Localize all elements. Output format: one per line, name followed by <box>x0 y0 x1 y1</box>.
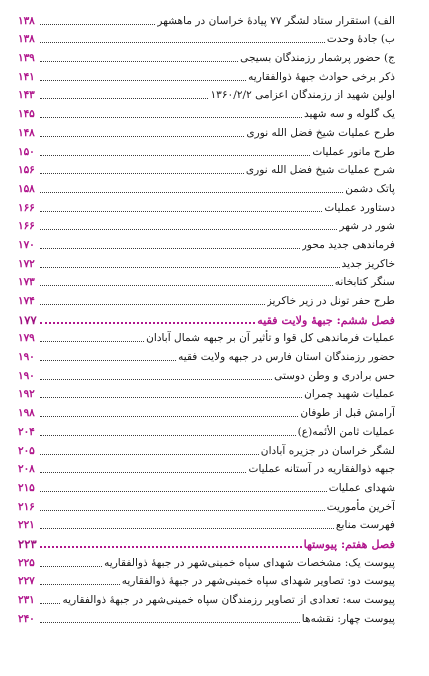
toc-page-number: ۱۹۰ <box>18 369 35 382</box>
toc-entry[interactable] <box>18 123 395 142</box>
toc-page-number: ۲۲۵ <box>18 556 35 569</box>
toc-page-number: ۱۷۷ <box>18 312 37 327</box>
toc-page-number: ۱۴۳ <box>18 89 35 102</box>
dot-leader <box>40 229 337 230</box>
toc-page-number: ۱۴۱ <box>18 70 35 83</box>
toc-entry[interactable] <box>18 254 395 273</box>
toc-entry-title: عملیات شهید چمران <box>304 388 395 401</box>
toc-entry[interactable] <box>18 347 395 366</box>
toc-entry-title: خاکریز جدید <box>341 257 395 270</box>
toc-page-number: ۱۳۸ <box>18 14 35 27</box>
dot-leader <box>40 192 343 193</box>
toc-entry[interactable] <box>18 497 395 516</box>
toc-entry[interactable] <box>18 235 395 254</box>
toc-entry-title: حس برادری و وطن دوستی <box>274 369 395 382</box>
toc-page-number: ۱۹۰ <box>18 351 35 364</box>
dot-leader <box>40 435 296 436</box>
toc-entry[interactable] <box>18 273 395 292</box>
toc-entry-title: آرامش قبل از طوفان <box>300 407 395 420</box>
toc-page-number: ۱۴۵ <box>18 108 35 121</box>
toc-entry[interactable] <box>18 572 395 591</box>
dot-leader <box>40 211 322 212</box>
dot-leader <box>40 341 144 342</box>
toc-entry[interactable] <box>18 291 395 310</box>
dot-leader <box>40 267 340 268</box>
dot-leader <box>40 584 120 585</box>
dot-leader <box>40 546 302 548</box>
toc-entry-title: پیوست سه: تعدادی از تصاویر رزمندگان سپاه خمینی‌شهر در جبههٔ ذوالفقاریه <box>62 594 395 606</box>
toc-entry[interactable] <box>18 86 395 105</box>
dot-leader <box>40 379 272 380</box>
toc-entry[interactable] <box>18 422 395 441</box>
toc-entry[interactable] <box>18 590 395 609</box>
toc-page-number: ۱۷۲ <box>18 257 35 270</box>
toc-entry[interactable] <box>18 516 395 535</box>
toc-entry-title: الف) استقرار ستاد لشگر ۷۷ پیادهٔ خراسان در ماهشهر <box>157 14 395 27</box>
dot-leader <box>40 285 333 286</box>
toc-entry-title: پاتک دشمن <box>345 182 395 195</box>
toc-page-number: ۱۷۹ <box>18 332 35 345</box>
toc-entry[interactable] <box>18 11 395 30</box>
toc-page-number: ۱۵۶ <box>18 164 35 177</box>
toc-page-number: ۲۰۸ <box>18 463 35 476</box>
toc-page-number: ۱۵۸ <box>18 182 35 195</box>
toc-entry[interactable] <box>18 104 395 123</box>
toc-entry-title: فصل هفتم: پیوستها <box>303 536 395 551</box>
toc-page-number: ۱۳۸ <box>18 33 35 46</box>
toc-chapter-heading[interactable] <box>18 534 395 553</box>
toc-entry[interactable] <box>18 30 395 49</box>
toc-entry[interactable] <box>18 217 395 236</box>
toc-entry-title: عملیات ثامن الأئمه(ع) <box>297 425 395 438</box>
toc-entry-title: فهرست منابع <box>335 519 395 532</box>
toc-entry-title: لشگر خراسان در جزیره آبادان <box>260 444 395 457</box>
toc-entry-title: جبهه ذوالفقاریه در آستانه عملیات <box>248 463 395 476</box>
toc-entry-title: یک گلوله و سه شهید <box>303 108 395 121</box>
dot-leader <box>40 360 176 361</box>
dot-leader <box>40 397 302 398</box>
toc-page-number: ۲۳۱ <box>18 594 35 606</box>
dot-leader <box>40 136 244 137</box>
toc-entry-title: سنگر کتابخانه <box>334 276 395 289</box>
toc-entry[interactable] <box>18 403 395 422</box>
toc-page-number: ۲۱۵ <box>18 481 35 494</box>
toc-entry[interactable] <box>18 460 395 479</box>
toc-page-number: ۲۴۰ <box>18 612 35 625</box>
toc-page-number: ۱۴۸ <box>18 126 35 139</box>
toc-entry-title: حضور رزمندگان استان فارس در جبهه ولایت فقیه <box>178 351 395 364</box>
toc-entry[interactable] <box>18 366 395 385</box>
dot-leader <box>40 173 244 174</box>
toc-entry-title: ذکر برخی حوادث جبههٔ ذوالفقاریه <box>248 70 395 83</box>
toc-entry-title: دستاورد عملیات <box>324 201 395 214</box>
toc-entry-title: اولین شهید از رزمندگان اعزامی ۱۳۶۰/۲/۲ <box>210 89 395 102</box>
toc-page-number: ۲۲۳ <box>18 536 37 551</box>
toc-entry-title: فرماندهی جدید محور <box>301 238 395 251</box>
toc-entry[interactable] <box>18 48 395 67</box>
dot-leader <box>40 304 265 305</box>
toc-entry[interactable] <box>18 441 395 460</box>
toc-entry-title: شهدای عملیات <box>328 481 395 494</box>
dot-leader <box>40 61 238 62</box>
dot-leader <box>40 454 259 455</box>
toc-entry[interactable] <box>18 553 395 572</box>
toc-entry-title: ج) حضور پرشمار رزمندگان بسیجی <box>240 52 395 65</box>
toc-entry[interactable] <box>18 142 395 161</box>
toc-entry-title: پیوست یک: مشخصات شهدای سپاه خمینی‌شهر در جبههٔ ذوالفقاریه <box>104 556 395 569</box>
dot-leader <box>40 80 246 81</box>
dot-leader <box>40 566 102 567</box>
toc-entry[interactable] <box>18 161 395 180</box>
toc-page-number: ۱۵۰ <box>18 145 35 158</box>
toc-entry-title: طرح مانور عملیات <box>312 145 395 158</box>
toc-entry-title: پیوست چهار: نقشه‌ها <box>301 612 395 625</box>
dot-leader <box>40 491 327 492</box>
toc-chapter-heading[interactable] <box>18 310 395 329</box>
toc-page-number: ۱۷۰ <box>18 238 35 251</box>
toc-entry-title: شور در شهر <box>339 220 395 233</box>
toc-entry[interactable] <box>18 385 395 404</box>
toc-list <box>18 11 395 628</box>
dot-leader <box>40 622 300 623</box>
toc-entry[interactable] <box>18 67 395 86</box>
toc-page-number: ۱۶۶ <box>18 220 35 233</box>
toc-entry-title: عملیات فرماندهی کل قوا و تأثیر آن بر جبهه شمال آبادان <box>146 332 395 345</box>
toc-page-number: ۱۳۹ <box>18 52 35 65</box>
toc-page-number: ۱۷۴ <box>18 295 35 307</box>
toc-page-number: ۱۹۸ <box>18 407 35 420</box>
toc-page-number: ۱۷۳ <box>18 276 35 289</box>
toc-entry[interactable] <box>18 478 395 497</box>
toc-page-number: ۱۶۶ <box>18 201 35 214</box>
toc-page-number: ۲۱۶ <box>18 500 35 513</box>
dot-leader <box>40 42 325 43</box>
toc-entry-title: فصل ششم: جبههٔ ولایت فقیه <box>257 312 395 327</box>
toc-page-number: ۲۰۴ <box>18 425 35 438</box>
toc-entry[interactable] <box>18 198 395 217</box>
toc-entry-title: شرح عملیات شیخ فضل الله نوری <box>245 164 395 177</box>
dot-leader <box>40 117 302 118</box>
toc-entry[interactable] <box>18 179 395 198</box>
dot-leader <box>40 24 155 25</box>
toc-entry-title: طرح حفر تونل در زیر خاکریز <box>266 295 395 307</box>
toc-entry-title: پیوست دو: تصاویر شهدای سپاه خمینی‌شهر در جبههٔ ذوالفقاریه <box>121 575 395 588</box>
dot-leader <box>40 248 300 249</box>
dot-leader <box>40 528 334 529</box>
toc-entry[interactable] <box>18 609 395 628</box>
toc-entry-title: آخرین مأموریت <box>326 500 395 513</box>
dot-leader <box>40 98 208 99</box>
toc-page-number: ۲۰۵ <box>18 444 35 457</box>
toc-page-number: ۱۹۲ <box>18 388 35 401</box>
dot-leader <box>40 416 298 417</box>
dot-leader <box>40 322 255 324</box>
toc-page-number: ۲۲۱ <box>18 519 35 532</box>
dot-leader <box>40 472 246 473</box>
dot-leader <box>40 603 60 604</box>
toc-entry[interactable] <box>18 329 395 348</box>
toc-entry-title: ب) جادهٔ وحدت <box>326 33 395 46</box>
toc-entry-title: طرح عملیات شیخ فضل الله نوری <box>246 126 395 139</box>
dot-leader <box>40 510 325 511</box>
toc-page-number: ۲۲۷ <box>18 575 35 588</box>
dot-leader <box>40 155 310 156</box>
